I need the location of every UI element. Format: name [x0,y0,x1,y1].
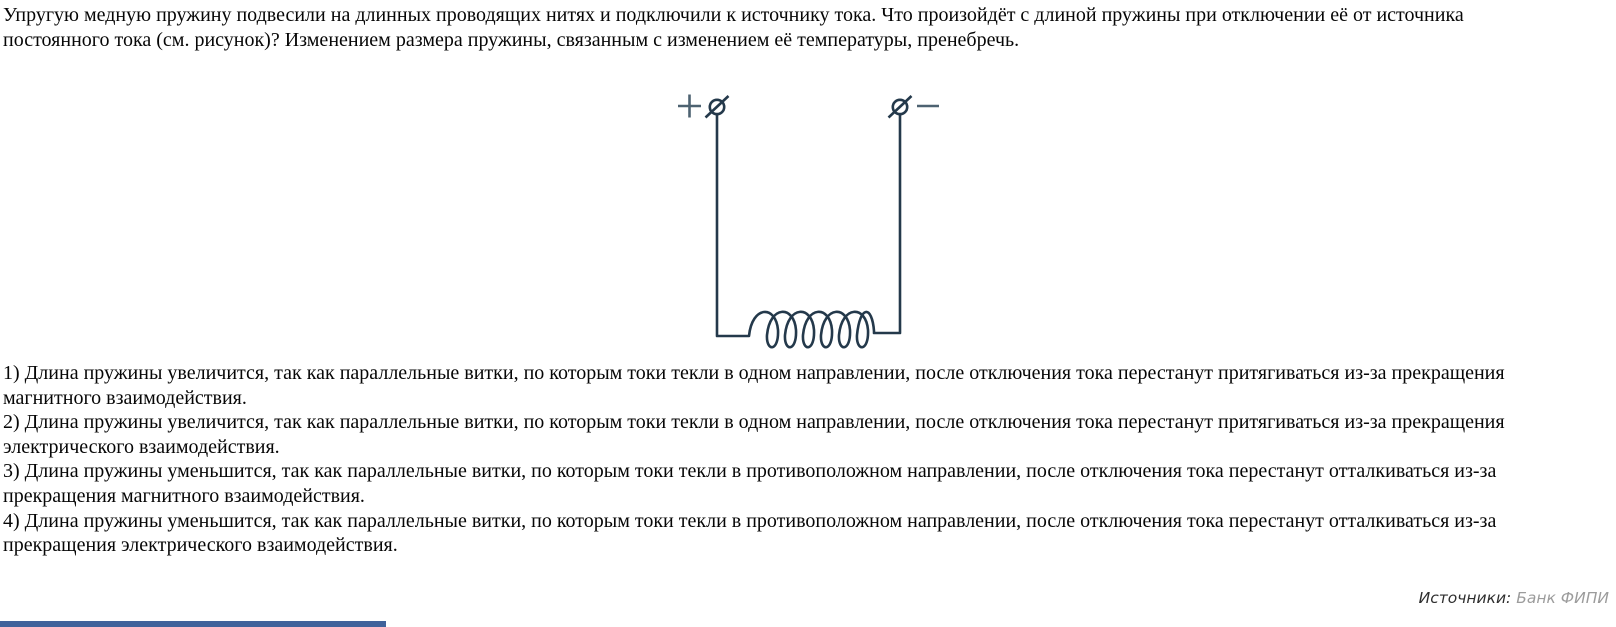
spring-coil [717,114,900,347]
answer-option-4: 4) Длина пружины уменьшится, так как параллельные витки, по которым токи текли в противоположном направлении, после отключения тока перестанут отталкиваться из-за прекращения электрического взаимодействия. [3,509,1497,557]
circuit-diagram [640,85,960,365]
plus-sign-icon [678,95,701,118]
answer-options [3,361,1557,558]
horizontal-scrollbar-thumb[interactable] [0,621,386,627]
answer-option-3: 3) Длина пружины уменьшится, так как параллельные витки, по которым токи текли в противоположном направлении, после отключения тока перестанут отталкиваться из-за прекращения магнитного взаимодействия. [3,460,1497,507]
answer-option-2: 2) Длина пружины увеличится, так как параллельные витки, по которым токи текли в одном направлении, после отключения тока перестанут притягиваться из-за прекращения электрического взаимодействия. [3,411,1505,458]
sources-line [1419,589,1609,607]
question-text: Упругую медную пружину подвесили на длинных проводящих нитях и подключили к источнику тока. Что произойдёт с длиной пружины при отключении её от источника постоянного тока (см. рисунок)? Изменением размера пружины, связанным с изменением её температуры, пренебречь. [3,4,1464,51]
answer-option-1: 1) Длина пружины увеличится, так как параллельные витки, по которым токи текли в одном направлении, после отключения тока перестанут притягиваться из-за прекращения магнитного взаимодействия. [3,362,1505,409]
sources-label: Источники: [1418,589,1512,607]
source-link-fipi[interactable]: Банк ФИПИ [1516,589,1609,607]
